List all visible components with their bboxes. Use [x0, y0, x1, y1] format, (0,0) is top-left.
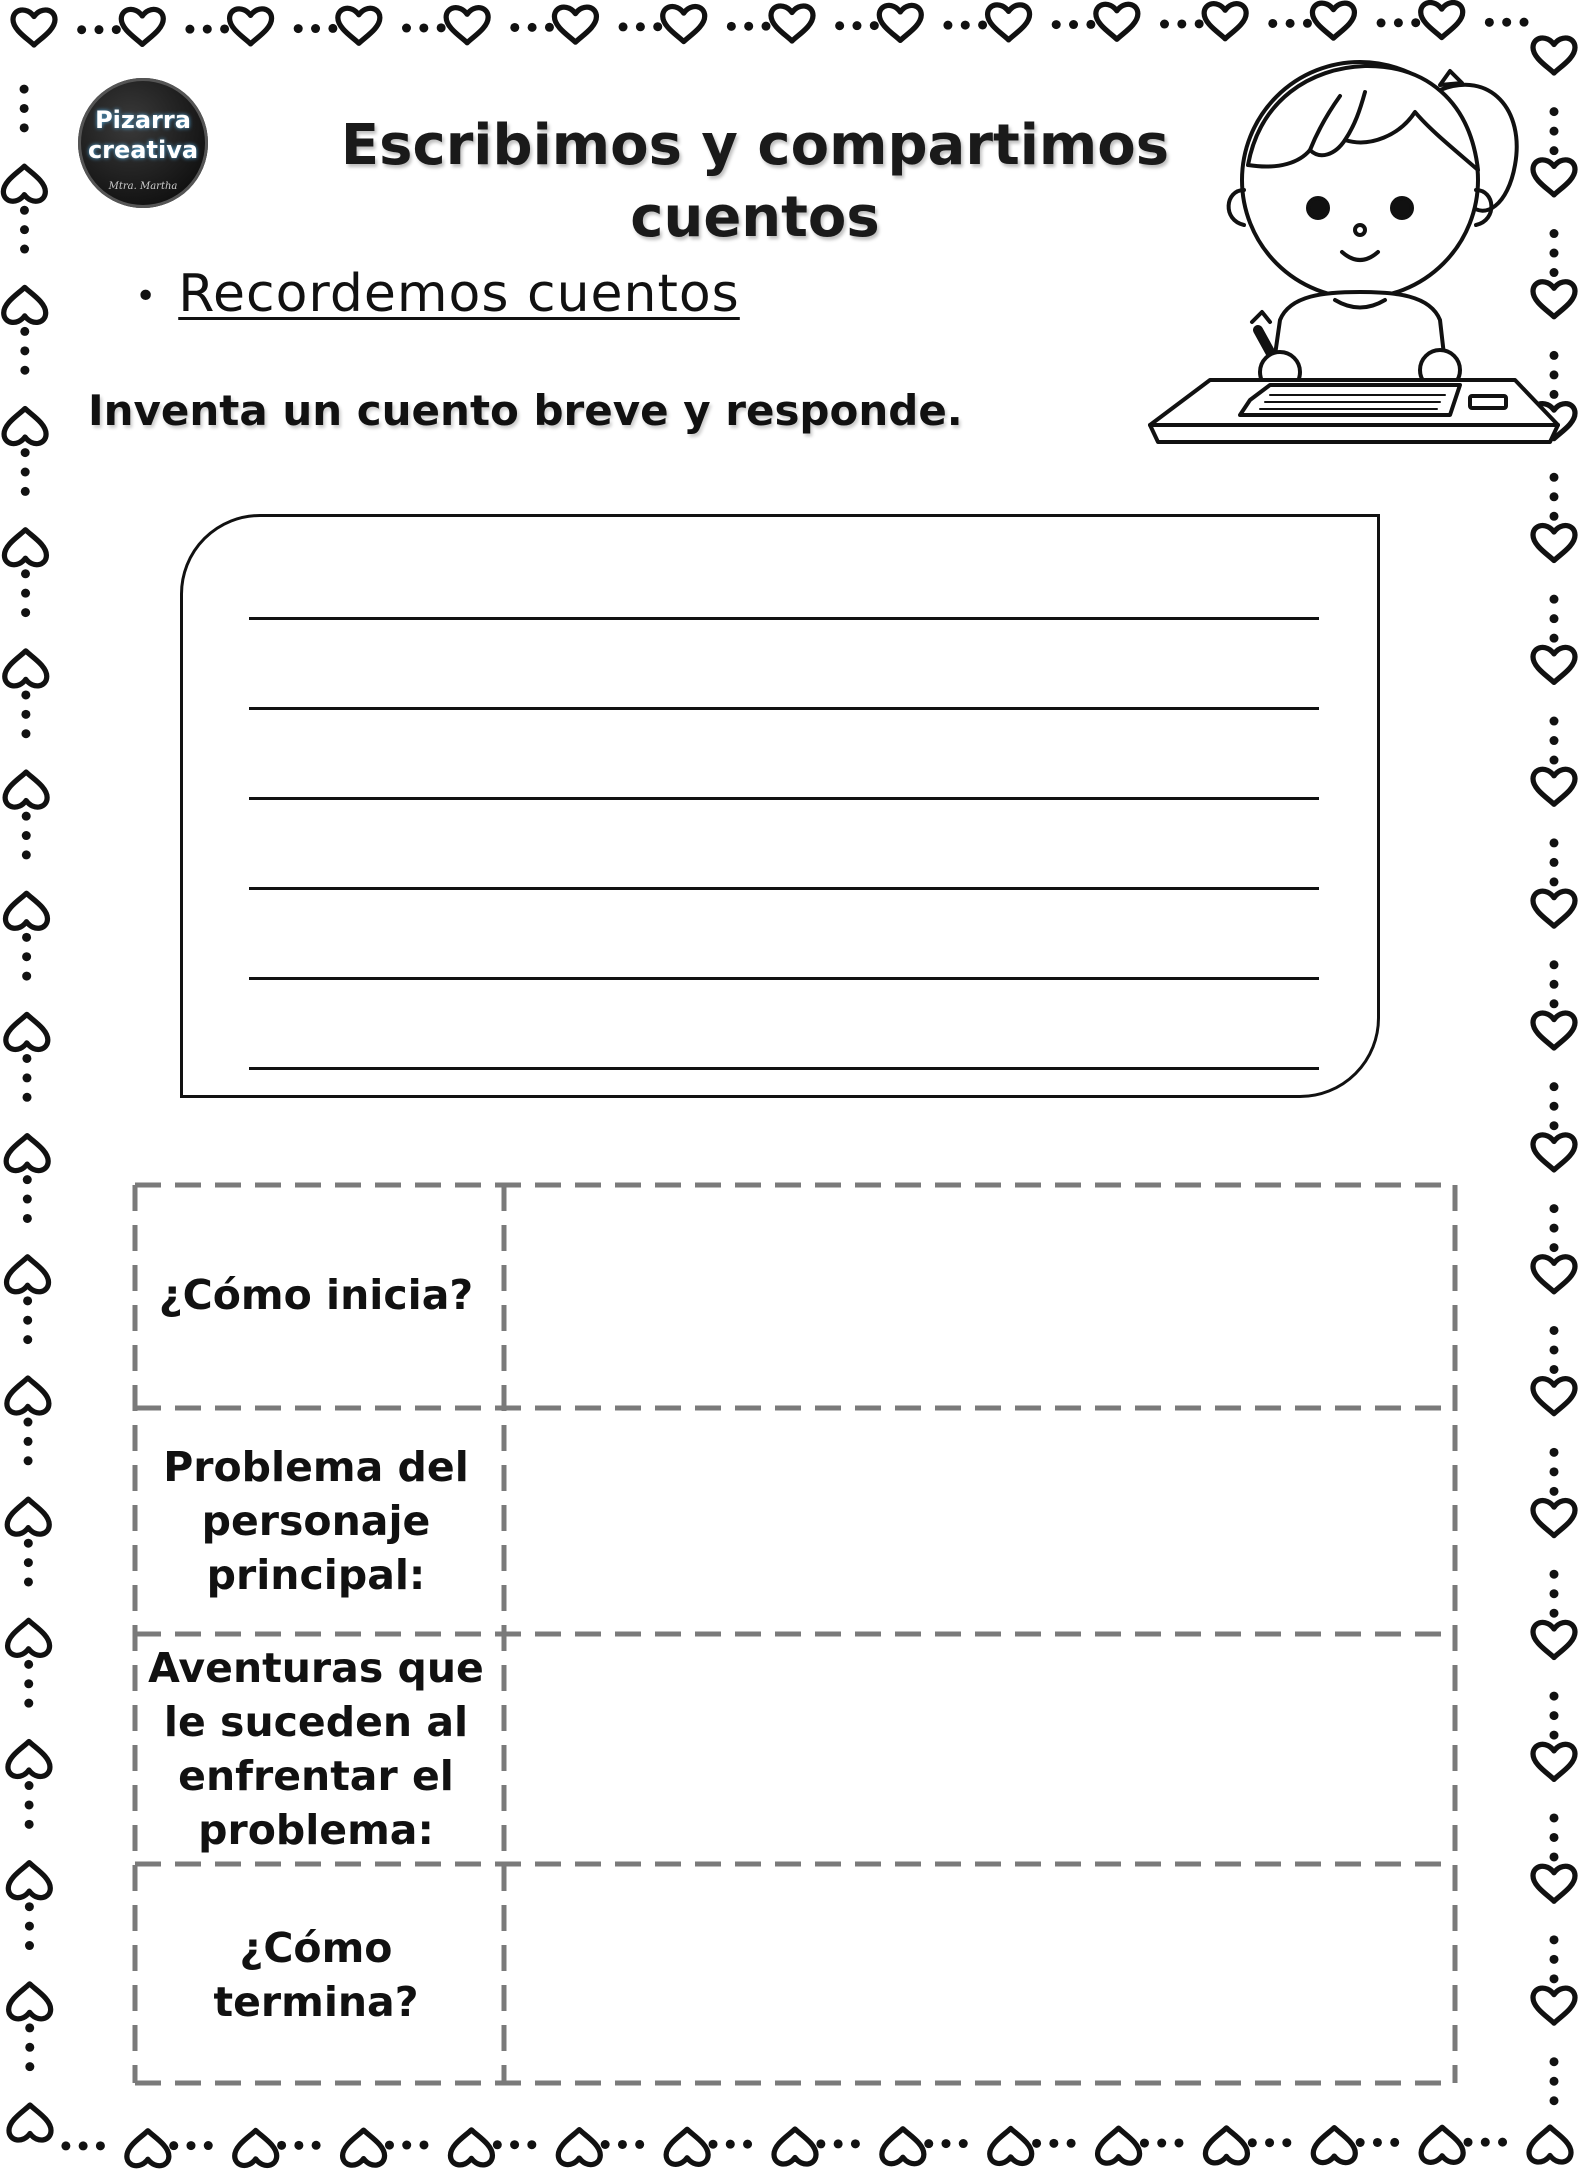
border-dot — [1086, 20, 1095, 29]
border-dot — [419, 2140, 428, 2149]
question-how-ends: ¿Cómo termina? — [213, 1924, 419, 2026]
border-dot — [25, 1902, 34, 1911]
border-dot — [1550, 877, 1559, 886]
border-dot — [21, 448, 30, 457]
border-dot — [852, 21, 861, 30]
border-dot — [1067, 2139, 1076, 2148]
border-dot — [328, 24, 337, 33]
border-dot — [835, 21, 844, 30]
heart-icon — [663, 7, 705, 42]
answer-main-problem[interactable] — [510, 1418, 1450, 1624]
heart-icon — [8, 1741, 50, 1776]
border-dot — [25, 1922, 34, 1931]
heart-icon — [8, 1620, 50, 1655]
border-dot — [21, 589, 30, 598]
border-dot — [1160, 20, 1169, 29]
border-dot — [1356, 2138, 1365, 2147]
border-dot — [20, 245, 29, 254]
border-dot — [1498, 2138, 1507, 2147]
border-dot — [187, 2141, 196, 2150]
border-dot — [510, 2140, 519, 2149]
border-dot — [96, 2141, 105, 2150]
border-dot — [1550, 2077, 1559, 2086]
heart-icon — [121, 9, 163, 44]
heart-icon — [666, 2129, 708, 2164]
border-dot — [1550, 595, 1559, 604]
border-dot — [22, 850, 31, 859]
heart-icon — [7, 1257, 49, 1292]
border-dot — [1550, 1813, 1559, 1822]
border-dot — [1550, 960, 1559, 969]
border-dot — [1177, 19, 1186, 28]
border-dot — [402, 2141, 411, 2150]
border-dot — [1550, 1731, 1559, 1740]
border-dot — [23, 1093, 32, 1102]
border-dot — [942, 2139, 951, 2148]
heart-icon — [1533, 1501, 1575, 1536]
border-dot — [203, 25, 212, 34]
border-dot — [22, 812, 31, 821]
heart-icon — [3, 166, 45, 201]
border-dot — [1550, 1204, 1559, 1213]
border-dot — [635, 2140, 644, 2149]
border-dot — [1550, 1609, 1559, 1618]
instruction-text: Inventa un cuento breve y responde. — [88, 386, 963, 435]
border-dot — [493, 2140, 502, 2149]
writing-line[interactable] — [249, 887, 1319, 890]
border-dot — [1550, 1935, 1559, 1944]
border-dot — [1485, 18, 1494, 27]
border-dot — [419, 23, 428, 32]
border-dot — [1032, 2139, 1041, 2148]
border-dot — [25, 2062, 34, 2071]
border-dot — [24, 1679, 33, 1688]
border-dot — [1550, 1224, 1559, 1233]
border-dot — [1550, 1345, 1559, 1354]
border-dot — [311, 24, 320, 33]
heart-icon — [446, 8, 488, 43]
heart-icon — [5, 893, 47, 928]
border-dot — [527, 2140, 536, 2149]
border-dot — [24, 1699, 33, 1708]
border-dot — [25, 2023, 34, 2032]
heart-icon — [1205, 2128, 1247, 2163]
border-dot — [24, 1437, 33, 1446]
border-dot — [1550, 512, 1559, 521]
border-dot — [1052, 20, 1061, 29]
border-dot — [21, 690, 30, 699]
border-dot — [294, 2141, 303, 2150]
border-dot — [1550, 858, 1559, 867]
heart-icon — [5, 772, 47, 807]
border-dot — [618, 2140, 627, 2149]
heart-icon — [1533, 525, 1575, 560]
border-dot — [25, 1941, 34, 1950]
border-dot — [24, 1456, 33, 1465]
border-dot — [870, 21, 879, 30]
border-dot — [79, 2141, 88, 2150]
border-dot — [25, 1781, 34, 1790]
border-dot — [1481, 2138, 1490, 2147]
heart-icon — [343, 2130, 385, 2165]
border-dot — [653, 22, 662, 31]
heart-icon — [6, 1014, 48, 1049]
border-dot — [22, 1054, 31, 1063]
heart-icon — [127, 2131, 169, 2166]
heart-icon — [1533, 1379, 1575, 1414]
heart-icon — [230, 9, 272, 44]
border-dot — [22, 972, 31, 981]
border-dot — [545, 23, 554, 32]
border-dot — [528, 23, 537, 32]
border-dot — [23, 1296, 32, 1305]
border-dot — [112, 25, 121, 34]
border-dot — [20, 327, 29, 336]
border-dot — [1157, 2139, 1166, 2148]
border-dot — [1550, 1082, 1559, 1091]
border-dot — [437, 23, 446, 32]
heart-icon — [13, 10, 55, 45]
pizarra-creativa-logo — [78, 78, 208, 208]
answer-how-starts[interactable] — [510, 1192, 1450, 1398]
border-dot — [727, 22, 736, 31]
border-dot — [978, 20, 987, 29]
heart-icon — [990, 2128, 1032, 2163]
heart-icon — [1533, 769, 1575, 804]
border-dot — [1550, 1955, 1559, 1964]
border-dot — [1550, 1243, 1559, 1252]
heart-icon — [771, 6, 813, 41]
story-organizer-table — [132, 1182, 1458, 2086]
border-dot — [20, 104, 29, 113]
border-dot — [1464, 2138, 1473, 2147]
border-dot — [1550, 614, 1559, 623]
border-dot — [1550, 1487, 1559, 1496]
heart-icon — [1529, 2127, 1571, 2162]
heart-icon — [9, 1984, 51, 2019]
border-dot — [21, 710, 30, 719]
border-dot — [1550, 1711, 1559, 1720]
heart-icon — [1533, 1744, 1575, 1779]
heart-icon — [1533, 647, 1575, 682]
border-dot — [169, 2141, 178, 2150]
border-dot — [20, 206, 29, 215]
border-dot — [1550, 634, 1559, 643]
border-dot — [1550, 1467, 1559, 1476]
border-dot — [924, 2139, 933, 2148]
border-dot — [20, 346, 29, 355]
heart-icon — [558, 2130, 600, 2165]
writing-line[interactable] — [249, 977, 1319, 980]
border-dot — [1550, 1589, 1559, 1598]
heart-icon — [879, 5, 921, 40]
heart-icon — [882, 2129, 924, 2164]
border-dot — [1550, 1365, 1559, 1374]
border-dot — [1140, 2139, 1149, 2148]
heart-icon — [7, 1499, 49, 1534]
border-dot — [1174, 2138, 1183, 2147]
border-dot — [23, 1316, 32, 1325]
heart-icon — [4, 409, 46, 444]
child-writing-at-desk-icon — [1140, 30, 1560, 460]
border-dot — [1550, 2096, 1559, 2105]
heart-icon — [554, 7, 596, 42]
border-dot — [25, 1820, 34, 1829]
border-dot — [601, 2140, 610, 2149]
border-dot — [20, 85, 29, 94]
heart-icon — [4, 287, 46, 322]
border-dot — [1550, 473, 1559, 482]
border-dot — [20, 225, 29, 234]
border-dot — [1550, 1852, 1559, 1861]
border-dot — [22, 952, 31, 961]
logo-line-2: creativa — [87, 136, 199, 164]
question-adventures: Aventuras que le suceden al enfrentar el problema: — [148, 1644, 484, 1854]
logo-line-1: Pizarra — [95, 106, 191, 134]
heart-icon — [1533, 1988, 1575, 2023]
border-dot — [961, 21, 970, 30]
heart-icon — [988, 5, 1030, 40]
heart-icon — [7, 1378, 49, 1413]
border-dot — [816, 2139, 825, 2148]
answer-adventures[interactable] — [510, 1644, 1450, 1854]
story-writing-box[interactable] — [180, 514, 1380, 1098]
border-dot — [312, 2141, 321, 2150]
border-dot — [1377, 18, 1386, 27]
border-dot — [1550, 1102, 1559, 1111]
writing-line[interactable] — [249, 707, 1319, 710]
border-dot — [1303, 19, 1312, 28]
border-dot — [21, 487, 30, 496]
border-dot — [743, 2140, 752, 2149]
heart-icon — [338, 8, 380, 43]
subtitle-bullet — [135, 262, 740, 329]
border-dot — [1049, 2139, 1058, 2148]
subtitle: Recordemos cuentos — [178, 264, 740, 324]
question-main-problem: Problema del personaje principal: — [163, 1443, 469, 1599]
bullet-marker: • — [135, 276, 157, 317]
border-dot — [23, 1175, 32, 1184]
border-dot — [22, 1073, 31, 1082]
border-dot — [25, 2043, 34, 2052]
border-dot — [385, 2141, 394, 2150]
border-dot — [24, 1660, 33, 1669]
heart-icon — [1098, 2128, 1140, 2163]
heart-icon — [1533, 1135, 1575, 1170]
border-dot — [1550, 980, 1559, 989]
writing-line[interactable] — [249, 617, 1319, 620]
heart-icon — [1533, 1257, 1575, 1292]
border-dot — [77, 25, 86, 34]
border-dot — [1550, 999, 1559, 1008]
border-dot — [834, 2139, 843, 2148]
border-dot — [851, 2139, 860, 2148]
heart-icon — [1096, 4, 1138, 39]
border-dot — [23, 1335, 32, 1344]
border-dot — [943, 21, 952, 30]
border-dot — [23, 1214, 32, 1223]
border-dot — [20, 366, 29, 375]
border-dot — [1550, 1974, 1559, 1983]
writing-line[interactable] — [249, 1067, 1319, 1070]
border-dot — [636, 22, 645, 31]
heart-icon — [1533, 1013, 1575, 1048]
border-dot — [277, 2141, 286, 2150]
border-dot — [1550, 1692, 1559, 1701]
border-dot — [1195, 19, 1204, 28]
heart-icon — [9, 2105, 51, 2140]
border-dot — [1550, 736, 1559, 745]
border-dot — [1550, 1326, 1559, 1335]
border-dot — [21, 608, 30, 617]
border-dot — [1550, 838, 1559, 847]
writing-line[interactable] — [249, 797, 1319, 800]
heart-icon — [4, 530, 46, 565]
border-dot — [762, 22, 771, 31]
border-dot — [1394, 18, 1403, 27]
border-dot — [1550, 492, 1559, 501]
heart-icon — [235, 2130, 277, 2165]
border-dot — [24, 1539, 33, 1548]
border-dot — [709, 2140, 718, 2149]
border-dot — [1550, 1833, 1559, 1842]
heart-icon — [1421, 2127, 1463, 2162]
heart-icon — [5, 651, 47, 686]
border-dot — [1550, 1121, 1559, 1130]
heart-icon — [6, 1136, 48, 1171]
border-dot — [1390, 2138, 1399, 2147]
border-dot — [510, 23, 519, 32]
border-dot — [1550, 1570, 1559, 1579]
border-dot — [744, 22, 753, 31]
heart-icon — [1533, 891, 1575, 926]
border-dot — [22, 933, 31, 942]
border-dot — [23, 1195, 32, 1204]
heart-icon — [774, 2129, 816, 2164]
border-dot — [1411, 18, 1420, 27]
border-dot — [1373, 2138, 1382, 2147]
border-dot — [1550, 2057, 1559, 2066]
answer-how-ends[interactable] — [510, 1874, 1450, 2076]
border-dot — [20, 123, 29, 132]
page-title: Escribimos y compartimos cuentos — [340, 113, 1170, 250]
logo-signature: Mtra. Martha — [108, 181, 178, 192]
border-dot — [204, 2141, 213, 2150]
border-dot — [21, 468, 30, 477]
border-dot — [61, 2141, 70, 2150]
heart-icon — [1533, 1622, 1575, 1657]
border-dot — [94, 25, 103, 34]
border-dot — [24, 1577, 33, 1586]
question-how-starts: ¿Cómo inicia? — [158, 1271, 474, 1319]
border-dot — [1550, 717, 1559, 726]
border-dot — [402, 24, 411, 33]
border-dot — [294, 24, 303, 33]
heart-icon — [450, 2130, 492, 2165]
heart-icon — [8, 1863, 50, 1898]
border-dot — [1286, 19, 1295, 28]
border-dot — [220, 24, 229, 33]
heart-icon — [1533, 1866, 1575, 1901]
border-dot — [619, 22, 628, 31]
border-dot — [1550, 1448, 1559, 1457]
border-dot — [1282, 2138, 1291, 2147]
heart-icon — [1313, 2128, 1355, 2163]
border-dot — [1268, 19, 1277, 28]
border-dot — [1069, 20, 1078, 29]
border-dot — [1265, 2138, 1274, 2147]
border-dot — [21, 729, 30, 738]
border-dot — [22, 831, 31, 840]
border-dot — [24, 1558, 33, 1567]
border-dot — [1550, 756, 1559, 765]
border-dot — [1502, 18, 1511, 27]
border-dot — [23, 1418, 32, 1427]
border-dot — [1520, 18, 1529, 27]
border-dot — [25, 1800, 34, 1809]
border-dot — [959, 2139, 968, 2148]
border-dot — [185, 25, 194, 34]
border-dot — [1248, 2138, 1257, 2147]
border-dot — [726, 2140, 735, 2149]
border-dot — [21, 569, 30, 578]
